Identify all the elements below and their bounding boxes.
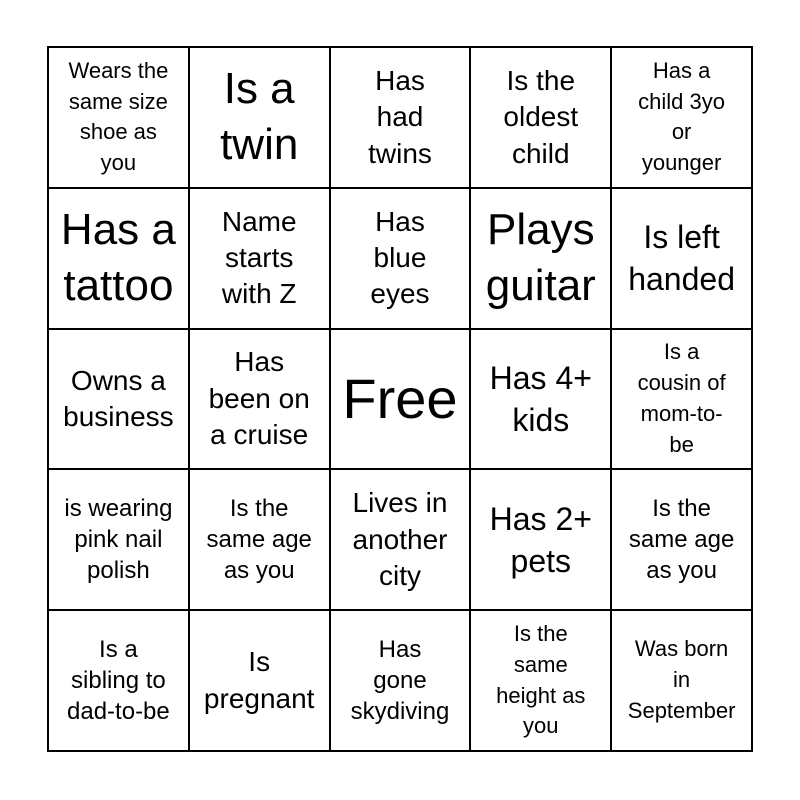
bingo-cell-r3c5[interactable] (612, 330, 753, 471)
cell-text: Is the same height as you (496, 621, 586, 739)
cell-text: Owns a business (63, 364, 174, 432)
cell-text: Lives in another city (352, 487, 448, 591)
bingo-cell-r2c1[interactable] (49, 189, 190, 330)
cell-text: Is the oldest child (503, 64, 579, 169)
bingo-board (47, 46, 753, 752)
bingo-cell-r3c1[interactable] (49, 330, 190, 471)
bingo-cell-r2c4[interactable] (471, 189, 612, 330)
cell-text: Is the same age as you (628, 495, 735, 585)
cell-text: is wearing pink nail polish (64, 495, 173, 585)
cell-text: Has 4+ kids (489, 359, 592, 438)
bingo-cell-r5c5[interactable] (612, 611, 753, 752)
bingo-cell-r2c2[interactable] (190, 189, 331, 330)
cell-text: Has gone skydiving (350, 635, 450, 726)
bingo-cell-r5c3[interactable] (331, 611, 472, 752)
cell-text: Name starts with Z (221, 205, 297, 310)
cell-text: Is left handed (628, 218, 735, 298)
cell-text: Plays guitar (485, 204, 596, 311)
cell-text: Is pregnant (203, 646, 315, 714)
cell-text: Has a tattoo (60, 204, 176, 311)
bingo-cell-r2c5[interactable] (612, 189, 753, 330)
cell-text: Has blue eyes (370, 205, 430, 310)
bingo-cell-r5c4[interactable] (471, 611, 612, 752)
bingo-cell-r2c3[interactable] (331, 189, 472, 330)
cell-text: Has had twins (368, 64, 432, 169)
bingo-cell-r4c5[interactable] (612, 470, 753, 611)
bingo-cell-r4c3[interactable] (331, 470, 472, 611)
cell-text: Has a child 3yo or younger (638, 57, 726, 176)
bingo-cell-r4c1[interactable] (49, 470, 190, 611)
cell-text: Is a twin (220, 64, 299, 170)
bingo-cell-r3c2[interactable] (190, 330, 331, 471)
bingo-cell-r4c4[interactable] (471, 470, 612, 611)
cell-text: Is a sibling to dad-to-be (67, 635, 170, 726)
bingo-cell-r1c5[interactable] (612, 48, 753, 189)
free-space-label: Free (342, 366, 458, 430)
bingo-cell-r3c4[interactable] (471, 330, 612, 471)
cell-text: Is the same age as you (206, 495, 312, 585)
bingo-cell-r5c1[interactable] (49, 611, 190, 752)
bingo-cell-r4c2[interactable] (190, 470, 331, 611)
cell-text: Has been on a cruise (208, 346, 310, 451)
cell-text: Is a cousin of mom-to- be (637, 339, 726, 457)
bingo-cell-r1c4[interactable] (471, 48, 612, 189)
bingo-cell-r1c3[interactable] (331, 48, 472, 189)
cell-text: Wears the same size shoe as you (68, 57, 169, 176)
cell-text: Was born in September (627, 636, 736, 723)
bingo-cell-r1c2[interactable] (190, 48, 331, 189)
cell-text: Has 2+ pets (489, 500, 592, 579)
bingo-cell-r1c1[interactable] (49, 48, 190, 189)
bingo-free-space[interactable] (331, 330, 472, 471)
bingo-cell-r5c2[interactable] (190, 611, 331, 752)
